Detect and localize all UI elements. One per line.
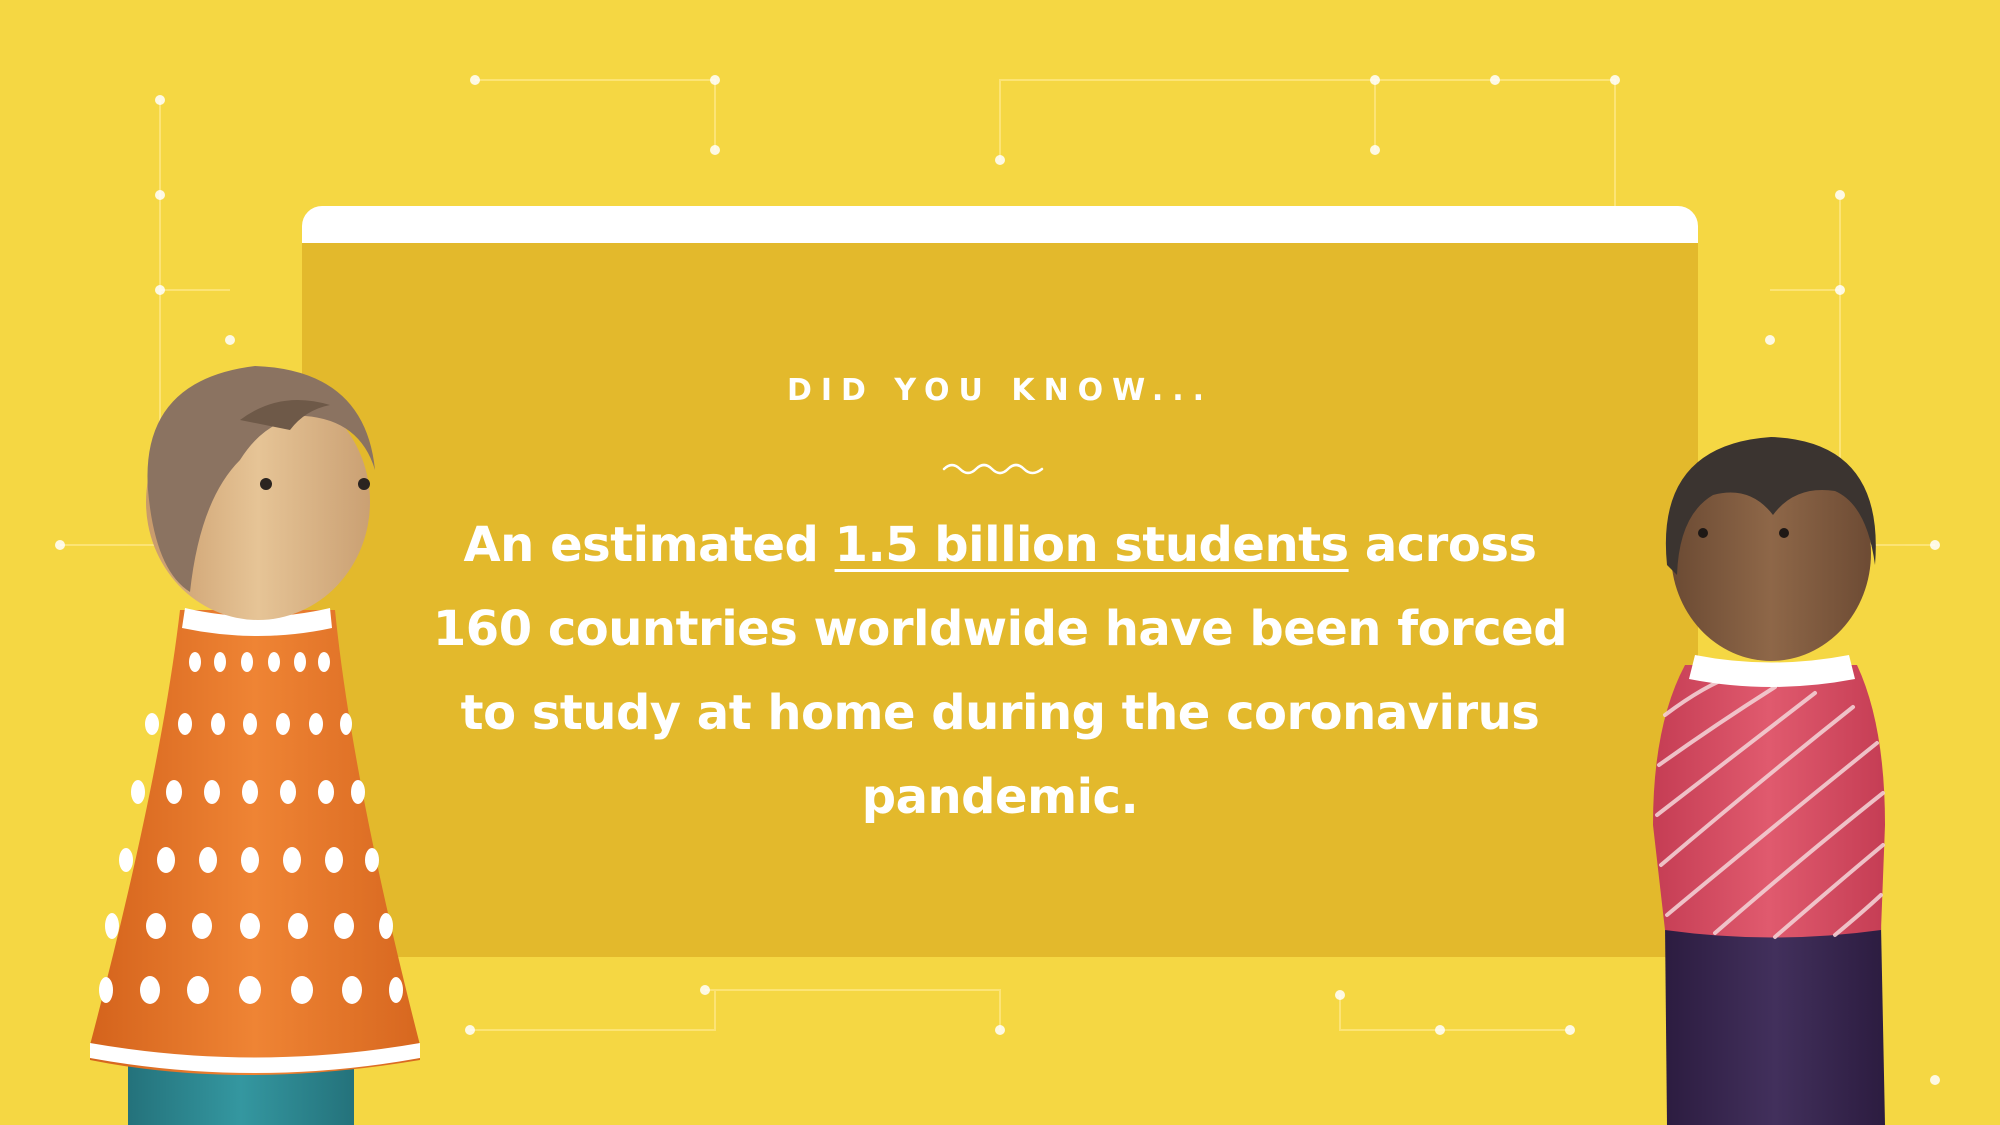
squiggle-divider-icon bbox=[942, 459, 1044, 479]
card-eyebrow: DID YOU KNOW... bbox=[786, 373, 1214, 408]
fact-highlight: 1.5 billion students bbox=[834, 517, 1349, 573]
left-figure-illustration bbox=[90, 360, 430, 1125]
fact-text-before: An estimated bbox=[463, 517, 835, 573]
card-top-bar bbox=[302, 206, 1698, 246]
fact-text-after: across 160 countries worldwide have been forced to study at home during the coronavirus pandemic. bbox=[432, 517, 1568, 825]
right-figure-illustration bbox=[1645, 425, 1900, 1125]
fact-text bbox=[430, 503, 1570, 839]
